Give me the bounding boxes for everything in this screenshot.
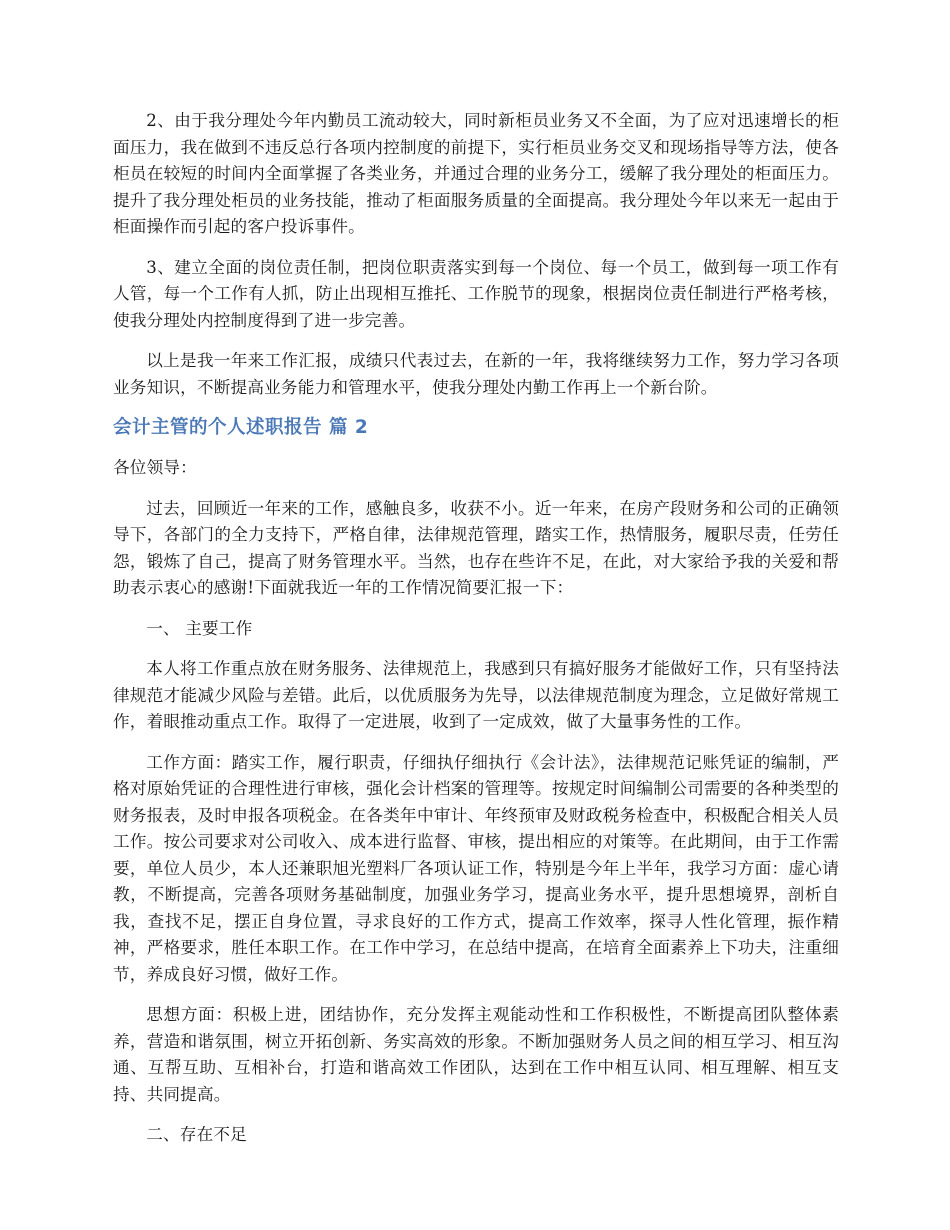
paragraph-summary: 以上是我一年来工作汇报，成绩只代表过去，在新的一年，我将继续努力工作，努力学习各项业务知识，不断提高业务能力和管理水平，使我分理处内勤工作再上一个新台阶。 (113, 351, 839, 397)
document-page (113, 108, 839, 1163)
salutation: 各位领导： (113, 458, 197, 477)
section-heading: 会计主管的个人述职报告 篇 2 (113, 417, 369, 438)
paragraph-item-3: 3、建立全面的岗位责任制，把岗位职责落实到每一个岗位、每一个员工，做到每一项工作有人管，每一个工作有人抓，防止出现相互推托、工作脱节的现象，根据岗位责任制进行严格考核，使我分理处内控制度得到了进一步完善。 (113, 257, 839, 330)
paragraph-work-aspect: 工作方面：踏实工作，履行职责，仔细执仔细执行《会计法》，法律规范记账凭证的编制，严格对原始凭证的合理性进行审核，强化会计档案的管理等。按规定时间编制公司需要的各种类型的财务报表，及时申报各项税金。在各类年中审计、年终预审及财政税务检查中，积极配合相关人员工作。按公司要求对公司收入、成本进行监督、审核，提出相应的对策等。在此期间，由于工作需要，单位人员少，本人还兼职旭光塑料厂各项认证工作，特别是今年上半年，我学习方面：虚心请教，不断提高，完善各项财务基础制度，加强业务学习，提高业务水平，提升思想境界，剖析自我，查找不足，摆正自身位置，寻求良好的工作方式，提高工作效率，探寻人性化管理，振作精神，严格要求，胜任本职工作。在工作中学习，在总结中提高，在培育全面素养上下功夫，注重细节，养成良好习惯，做好工作。 (113, 752, 839, 984)
paragraph-thought-aspect: 思想方面：积极上进，团结协作，充分发挥主观能动性和工作积极性，不断提高团队整体素养，营造和谐氛围，树立开拓创新、务实高效的形象。不断加强财务人员之间的相互学习、相互沟通、互帮互助、互相补台，打造和谐高效工作团队，达到在工作中相互认同、相互理解、相互支持、共同提高。 (113, 1005, 839, 1104)
subheading-shortcomings: 二、存在不足 (146, 1125, 247, 1144)
paragraph-item-2: 2、由于我分理处今年内勤员工流动较大，同时新柜员业务又不全面，为了应对迅速增长的柜面压力，我在做到不违反总行各项内控制度的前提下，实行柜员业务交叉和现场指导等方法，使各柜员在较短的时间内全面掌握了各类业务，并通过合理的业务分工，缓解了我分理处的柜面压力。提升了我分理处柜员的业务技能，推动了柜面服务质量的全面提高。我分理处今年以来无一起由于柜面操作而引起的客户投诉事件。 (113, 111, 839, 236)
paragraph-intro: 过去，回顾近一年来的工作，感触良多，收获不小。近一年来，在房产段财务和公司的正确领导下，各部门的全力支持下，严格自律，法律规范管理，踏实工作，热情服务，履职尽责，任劳任怨，锻炼了自己，提高了财务管理水平。当然，也存在些许不足，在此，对大家给予我的关爱和帮助表示衷心的感谢!下面就我近一年的工作情况简要汇报一下： (113, 498, 839, 597)
subheading-main-work: 一、 主要工作 (146, 618, 253, 638)
paragraph-main-work: 本人将工作重点放在财务服务、法律规范上，我感到只有搞好服务才能做好工作，只有坚持法律规范才能减少风险与差错。此后，以优质服务为先导，以法律规范制度为理念，立足做好常规工作，着眼推动重点工作。取得了一定进展，收到了一定成效，做了大量事务性的工作。 (113, 659, 839, 731)
